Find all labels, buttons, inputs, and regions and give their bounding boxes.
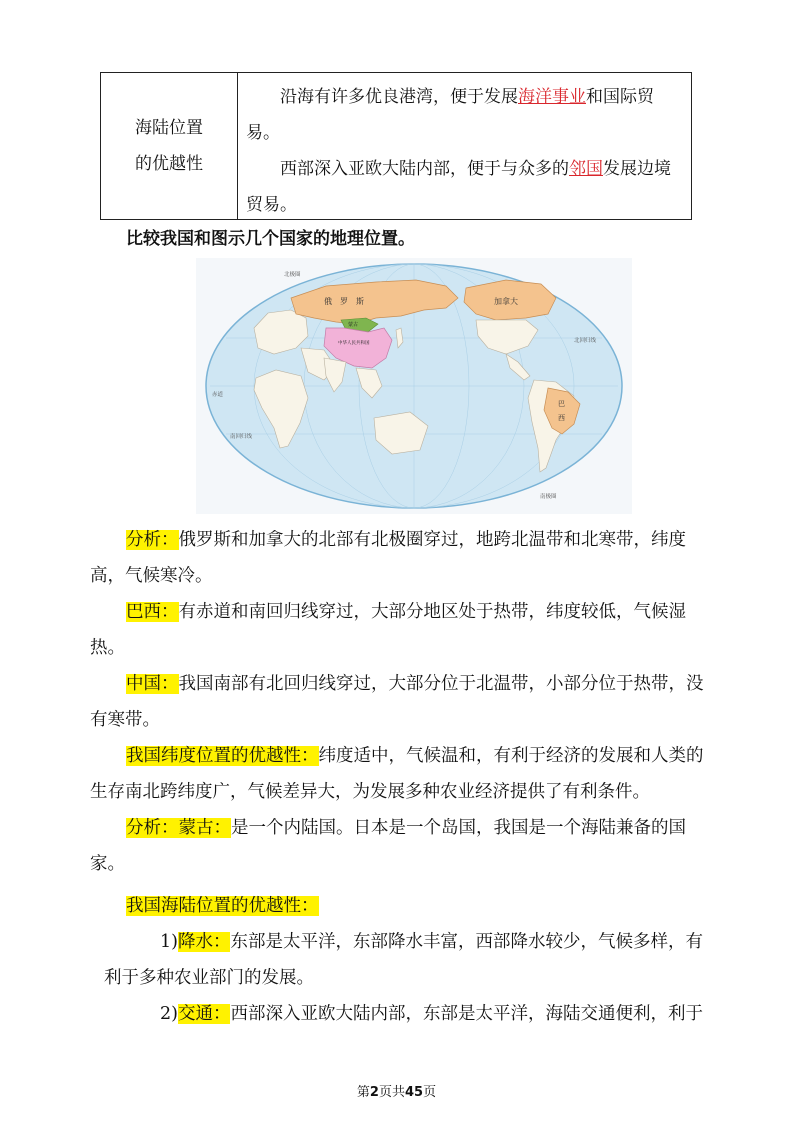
highlight-6: 我国海陆位置的优越性： <box>126 896 319 916</box>
highlight-4: 我国纬度位置的优越性： <box>126 746 319 766</box>
map-label-tropic-capricorn: 南回归线 <box>230 434 253 440</box>
paragraph-2-text: 有赤道和南回归线穿过，大部分地区处于热带，纬度较低，气候湿热。 <box>90 602 686 658</box>
highlight-2: 巴西： <box>126 602 179 622</box>
analysis-text <box>90 522 716 1032</box>
paragraph-4-text: 纬度适中，气候温和，有利于经济的发展和人类的生存南北跨纬度广，气候差异大，为发展多种农业经济提供了有利条件。 <box>90 746 704 802</box>
map-label-mongolia: 蒙古 <box>348 322 359 328</box>
map-label-arctic-circle: 北极圈 <box>284 272 301 278</box>
highlight-7: 降水： <box>177 932 231 952</box>
table-right-cell <box>238 73 691 219</box>
footer-prefix: 第 <box>356 1085 370 1100</box>
p1-text-before: 沿海有许多优良港湾，便于发展 <box>280 87 518 107</box>
paragraph-7 <box>90 924 716 996</box>
paragraph-3-text: 我国南部有北回归线穿过，大部分位于北温带，小部分位于热带，没有寒带。 <box>90 674 704 730</box>
left-label-line1: 海陆位置 <box>135 118 203 138</box>
footer-suffix: 页 <box>423 1085 437 1100</box>
footer-middle: 页共 <box>378 1085 405 1100</box>
map-label-equator: 赤道 <box>212 392 224 398</box>
paragraph-1 <box>90 522 716 594</box>
p2-text-before: 西部深入亚欧大陆内部，便于与众多的 <box>280 159 569 179</box>
highlight-8: 交通： <box>177 1004 231 1024</box>
table-left-cell <box>101 73 238 219</box>
highlight-1: 分析： <box>126 530 179 550</box>
page-footer <box>0 1081 793 1100</box>
paragraph-8-text: 西部深入亚欧大陆内部，东部是太平洋，海陆交通便利，利于 <box>230 1004 703 1024</box>
table-paragraph-1 <box>246 79 683 151</box>
section-heading: 比较我国和图示几个国家的地理位置。 <box>126 229 415 249</box>
paragraph-6 <box>90 888 716 924</box>
item-1-number: 1) <box>160 932 178 952</box>
map-label-brazil-2: 西 <box>558 414 565 422</box>
paragraph-8 <box>90 996 716 1032</box>
paragraph-5 <box>90 810 716 882</box>
map-label-russia: 俄 罗 斯 <box>324 297 364 306</box>
paragraph-2 <box>90 594 716 666</box>
paragraph-5-text: 是一个内陆国。日本是一个岛国，我国是一个海陆兼备的国家。 <box>90 818 686 874</box>
world-map <box>196 258 632 514</box>
map-label-canada: 加拿大 <box>494 297 518 306</box>
left-label-line2: 的优越性 <box>135 154 203 174</box>
highlight-3: 中国： <box>126 674 179 694</box>
paragraph-7-text: 东部是太平洋，东部降水丰富，西部降水较少，气候多样，有利于多种农业部门的发展。 <box>104 932 703 988</box>
position-table <box>100 72 692 220</box>
map-label-tropic-cancer: 北回归线 <box>574 338 597 344</box>
highlight-5: 分析：蒙古： <box>126 818 231 838</box>
paragraph-3 <box>90 666 716 738</box>
paragraph-4 <box>90 738 716 810</box>
paragraph-1-text: 俄罗斯和加拿大的北部有北极圈穿过，地跨北温带和北寒带，纬度高，气候寒冷。 <box>90 530 686 586</box>
map-label-antarctic-circle: 南极圈 <box>540 494 557 500</box>
ocean-industry-link[interactable]: 海洋事业 <box>518 87 586 107</box>
neighbor-link[interactable]: 邻国 <box>569 159 603 179</box>
item-2-number: 2) <box>160 1004 178 1024</box>
footer-page-number: 2 <box>369 1085 379 1100</box>
footer-total-pages: 45 <box>404 1085 424 1100</box>
p2-text-after: 发展边境贸易。 <box>246 159 671 215</box>
p1-text-after: 和国际贸易。 <box>246 87 654 143</box>
map-label-brazil-1: 巴 <box>558 400 565 408</box>
map-label-china: 中华人民共和国 <box>338 341 370 346</box>
table-paragraph-2 <box>246 151 683 223</box>
